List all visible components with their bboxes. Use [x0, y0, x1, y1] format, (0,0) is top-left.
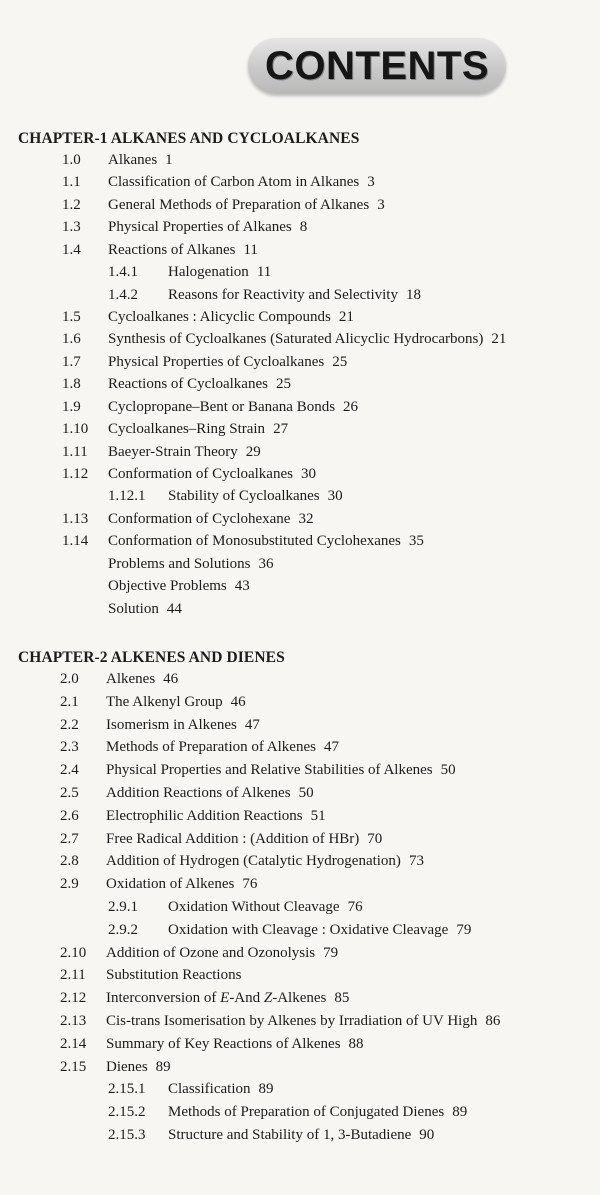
toc-entry-page: 76	[347, 899, 363, 915]
toc-entry	[108, 1104, 467, 1126]
toc-entry	[62, 444, 261, 466]
toc-entry-number: 2.3	[60, 739, 79, 756]
toc-entry-number: 2.9.2	[108, 921, 138, 938]
toc-entry-title: Reactions of Cycloalkanes	[108, 376, 268, 393]
toc-entry-page: 36	[258, 555, 274, 572]
toc-entry-title: Cycloalkanes : Alicyclic Compounds	[108, 309, 331, 325]
toc-entry-number: 2.0	[60, 671, 79, 687]
toc-entry	[62, 533, 424, 555]
toc-entry-page: 3	[377, 196, 385, 213]
toc-entry	[62, 242, 258, 264]
toc-entry	[60, 831, 382, 853]
toc-entry-number: 2.4	[60, 762, 79, 779]
chapter-heading: CHAPTER-1 ALKANES AND CYCLOALKANES	[18, 130, 360, 147]
toc-entry-number: 2.8	[60, 853, 79, 870]
toc-entry-number: 1.14	[62, 533, 89, 550]
contents-title-banner	[248, 38, 506, 94]
toc-entry-title: Synthesis of Cycloalkanes (Saturated Alicyclic Hydrocarbons)	[108, 331, 484, 348]
toc-entry-number: 1.10	[62, 421, 89, 438]
toc-entry-page: 21	[491, 331, 507, 348]
toc-entry	[60, 1059, 171, 1081]
toc-entry-page: 47	[244, 716, 260, 733]
toc-entry-title: Reasons for Reactivity and Selectivity	[168, 286, 398, 303]
toc-entry	[62, 197, 385, 219]
toc-entry-page: 11	[256, 264, 272, 281]
toc-entry	[108, 578, 250, 600]
toc-entry-number: 1.12	[62, 466, 89, 482]
toc-entry-title: Conformation of Cycloalkanes	[108, 466, 293, 482]
toc-entry-number: 2.9	[60, 876, 79, 893]
toc-entry	[62, 219, 307, 241]
toc-entry	[60, 967, 241, 989]
toc-entry-number: 2.9.1	[108, 899, 138, 915]
toc-entry-number: 1.4	[62, 241, 81, 258]
toc-entry-title: Objective Problems	[108, 578, 227, 595]
toc-entry-page: 76	[242, 876, 258, 893]
toc-entry	[60, 717, 260, 739]
toc-entry-page: 89	[452, 1104, 468, 1121]
toc-entry-page: 47	[323, 739, 339, 756]
toc-entry-page: 1	[165, 152, 173, 168]
toc-entry-number: 2.1	[60, 693, 79, 710]
toc-entry	[108, 899, 363, 921]
toc-entry-title: Free Radical Addition : (Addition of HBr)	[106, 830, 360, 847]
toc-entry-title: Methods of Preparation of Alkenes	[106, 739, 316, 756]
toc-entry	[62, 331, 506, 353]
toc-entry	[108, 488, 343, 510]
toc-entry-number: 2.6	[60, 807, 79, 824]
toc-entry-title: Classification of Carbon Atom in Alkanes	[108, 174, 360, 191]
toc-entry-page: 26	[343, 398, 359, 415]
toc-entry-title: Solution	[108, 600, 159, 617]
toc-entry	[60, 739, 339, 761]
toc-entry-title: Oxidation with Cleavage : Oxidative Cleavage	[168, 921, 449, 938]
toc-entry-number: 2.15.3	[108, 1127, 146, 1143]
chapter-heading: CHAPTER-2 ALKENES AND DIENES	[18, 649, 285, 666]
toc-entry-title: Conformation of Monosubstituted Cyclohexanes	[108, 533, 401, 550]
toc-entry	[62, 399, 358, 421]
toc-entry-title: Cyclopropane–Bent or Banana Bonds	[108, 398, 336, 415]
toc-entry-page: 85	[334, 990, 350, 1007]
toc-entry-title: Oxidation Without Cleavage	[168, 899, 340, 915]
toc-entry	[62, 421, 288, 443]
toc-entry-title: Physical Properties of Alkanes	[108, 219, 292, 236]
toc-entry-title: Halogenation	[168, 264, 249, 281]
toc-entry	[108, 556, 274, 578]
toc-entry-title: Addition Reactions of Alkenes	[106, 785, 291, 801]
toc-entry-number: 1.8	[62, 376, 81, 393]
toc-entry-title: Physical Properties and Relative Stabilities of Alkenes	[106, 762, 433, 779]
toc-entry-page: 32	[298, 510, 314, 527]
toc-entry-number: 1.4.2	[108, 286, 138, 303]
toc-entry	[60, 808, 326, 830]
toc-entry-page: 3	[367, 174, 375, 191]
toc-entry-title: Physical Properties of Cycloalkanes	[108, 353, 325, 370]
toc-entry-page: 73	[408, 853, 424, 870]
toc-entry	[108, 601, 182, 623]
toc-entry-title: Electrophilic Addition Reactions	[106, 807, 303, 824]
toc-entry-page: 35	[408, 533, 424, 550]
toc-entry-page: 8	[299, 219, 308, 236]
toc-entry-page: 50	[440, 762, 456, 779]
toc-entry	[62, 354, 347, 376]
toc-entry	[60, 785, 314, 807]
toc-entry-title: Summary of Key Reactions of Alkenes	[106, 1035, 341, 1052]
toc-entry	[108, 922, 471, 944]
toc-entry	[108, 1081, 274, 1103]
toc-entry-number: 1.6	[62, 331, 81, 348]
toc-entry-number: 2.12	[60, 990, 87, 1007]
toc-entry-page: 51	[310, 807, 326, 824]
toc-entry-title: Cycloalkanes–Ring Strain	[108, 421, 266, 438]
toc-entry	[60, 876, 257, 898]
toc-entry-number: 2.15	[60, 1058, 87, 1075]
toc-entry-title: Stability of Cycloalkanes	[168, 488, 320, 505]
toc-entry-title: Alkenes	[106, 671, 156, 687]
toc-entry	[60, 694, 246, 716]
toc-entry-title: Dienes	[106, 1058, 148, 1075]
toc-entry-page: 46	[230, 693, 246, 710]
toc-entry-number: 1.0	[62, 152, 81, 168]
toc-entry-title: Conformation of Cyclohexane	[108, 510, 291, 527]
toc-entry-title: Addition of Hydrogen (Catalytic Hydrogenation)	[106, 853, 401, 870]
toc-entry-page: 25	[332, 353, 348, 370]
toc-entry-title: Alkanes	[108, 152, 158, 168]
page-title: CONTENTS	[265, 43, 489, 88]
toc-entry	[108, 287, 421, 309]
toc-entry	[62, 466, 316, 488]
toc-entry-page: 88	[348, 1035, 364, 1052]
toc-entry-page: 46	[163, 671, 179, 687]
toc-entry-number: 2.2	[60, 716, 79, 733]
toc-entry	[108, 1127, 434, 1149]
toc-entry	[60, 762, 456, 784]
toc-entry-page: 18	[405, 286, 421, 303]
toc-entry-title: Reactions of Alkanes	[108, 241, 236, 258]
toc-entry	[62, 152, 173, 174]
toc-entry	[60, 1013, 500, 1035]
toc-entry-title: General Methods of Preparation of Alkanes	[108, 196, 370, 213]
toc-entry-title: Cis-trans Isomerisation by Alkenes by Irradiation of UV High	[106, 1013, 478, 1029]
toc-entry-number: 2.15.2	[108, 1104, 146, 1121]
toc-entry-page: 30	[327, 488, 343, 505]
toc-entry-number: 1.4.1	[108, 264, 138, 281]
toc-entry-title: Problems and Solutions	[108, 555, 251, 572]
toc-entry-number: 2.7	[60, 830, 79, 847]
toc-entry	[60, 945, 338, 967]
toc-entry-title: Addition of Ozone and Ozonolysis	[106, 944, 316, 961]
toc-entry-page: 50	[298, 785, 314, 801]
toc-entry-title: Classification	[168, 1081, 251, 1098]
toc-entry-number: 1.11	[62, 443, 88, 460]
toc-entry-page: 79	[323, 944, 339, 961]
toc-entry-page: 79	[456, 921, 472, 938]
toc-entry-number: 2.10	[60, 944, 87, 961]
toc-entry-number: 2.11	[60, 967, 86, 984]
toc-entry-number: 1.1	[62, 174, 81, 191]
toc-entry	[62, 309, 354, 331]
toc-entry-number: 2.15.1	[108, 1081, 146, 1098]
toc-entry	[60, 671, 178, 693]
toc-entry-number: 1.2	[62, 196, 81, 213]
toc-entry-number: 1.7	[62, 353, 81, 370]
toc-entry-page: 44	[166, 600, 182, 617]
toc-entry-page: 70	[367, 830, 383, 847]
toc-entry-page: 27	[273, 421, 289, 438]
toc-entry-page: 29	[245, 443, 261, 460]
toc-entry	[60, 1036, 364, 1058]
toc-entry-number: 1.3	[62, 219, 81, 236]
toc-entry	[62, 174, 375, 196]
toc-entry-number: 1.13	[62, 510, 89, 527]
toc-entry-page: 43	[234, 578, 250, 595]
toc-entry-title: Structure and Stability of 1, 3-Butadiene	[168, 1127, 412, 1143]
toc-entry-number: 2.14	[60, 1035, 87, 1052]
toc-entry-title: Interconversion of E-And Z-Alkenes	[106, 990, 327, 1007]
toc-entry-page: 89	[155, 1058, 171, 1075]
toc-entry-page: 25	[275, 376, 291, 393]
toc-entry-title: Isomerism in Alkenes	[106, 716, 237, 733]
toc-entry-number: 1.9	[62, 398, 81, 415]
toc-entry-number: 1.5	[62, 309, 81, 325]
toc-entry-title: Oxidation of Alkenes	[106, 876, 235, 893]
toc-entry-number: 1.12.1	[108, 488, 146, 505]
toc-entry	[60, 853, 424, 875]
toc-entry	[60, 990, 349, 1012]
toc-entry-number: 2.5	[60, 785, 79, 801]
toc-entry-page: 86	[485, 1013, 501, 1029]
toc-entry	[108, 264, 271, 286]
toc-entry-title: Substitution Reactions	[106, 967, 242, 984]
toc-entry-page: 21	[338, 309, 354, 325]
toc-entry-title: The Alkenyl Group	[106, 693, 223, 710]
toc-entry-page: 90	[419, 1127, 435, 1143]
toc-entry	[62, 376, 291, 398]
toc-entry	[62, 511, 313, 533]
toc-entry-page: 11	[243, 241, 258, 258]
toc-entry-title: Methods of Preparation of Conjugated Dienes	[168, 1104, 445, 1121]
toc-entry-number: 2.13	[60, 1013, 87, 1029]
toc-entry-page: 89	[258, 1081, 274, 1098]
toc-entry-title: Baeyer-Strain Theory	[108, 443, 238, 460]
toc-entry-page: 30	[300, 466, 316, 482]
